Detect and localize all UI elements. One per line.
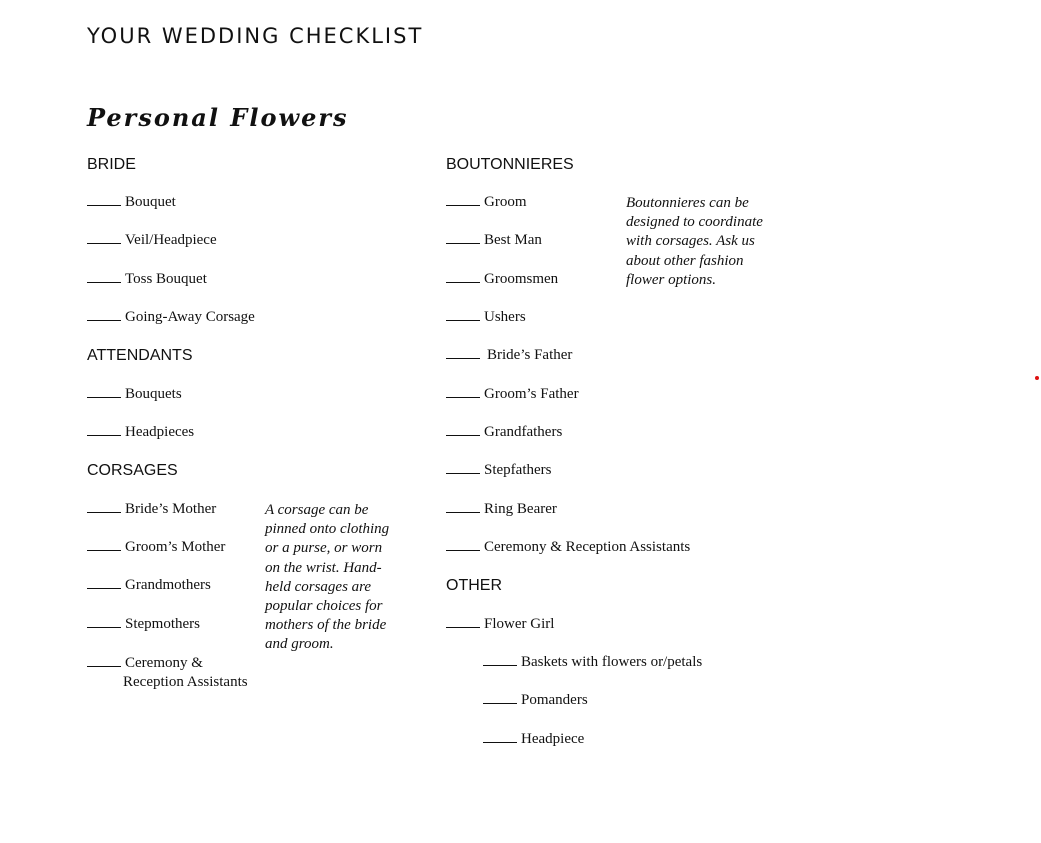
checklist-subitem-pomanders [483, 692, 588, 709]
document-title: YOUR WEDDING CHECKLIST [87, 24, 424, 48]
checkbox-blank[interactable] [87, 577, 121, 589]
personal-flowers-heading: Personal Flowers [87, 103, 349, 132]
checklist-item-brides-father [446, 347, 572, 364]
note-line: popular choices for [265, 598, 383, 615]
checkbox-blank[interactable] [483, 731, 517, 743]
checkbox-blank[interactable] [483, 692, 517, 704]
checkbox-blank[interactable] [87, 655, 121, 667]
checkbox-blank[interactable] [483, 654, 517, 666]
item-label: Groomsmen [484, 271, 559, 287]
checkbox-blank[interactable] [446, 424, 480, 436]
checklist-item-flower-girl [446, 616, 554, 633]
checkbox-blank[interactable] [87, 424, 121, 436]
checklist-subitem-headpiece [483, 731, 584, 748]
section-boutonnieres-label: BOUTONNIERES [446, 156, 574, 173]
note-line: and groom. [265, 636, 334, 653]
checklist-item-groomsmen [446, 271, 558, 288]
checklist-item-ushers [446, 309, 526, 326]
item-label: Toss Bouquet [125, 271, 207, 287]
checklist-item-best-man [446, 232, 542, 249]
note-line: about other fashion [626, 252, 744, 269]
checkbox-blank[interactable] [87, 386, 121, 398]
section-attendants-label: ATTENDANTS [87, 347, 193, 364]
item-label: Bride’s Father [487, 347, 573, 363]
checklist-item-brides-mother [87, 501, 216, 518]
checklist-item-toss-bouquet [87, 271, 207, 288]
stray-red-dot [1035, 376, 1039, 380]
checklist-item-stepmothers [87, 616, 200, 633]
checkbox-blank[interactable] [446, 386, 480, 398]
checkbox-blank[interactable] [446, 271, 480, 283]
checklist-item-grooms-father [446, 386, 579, 403]
item-label: Pomanders [521, 692, 588, 708]
note-line: mothers of the bride [265, 617, 387, 634]
item-label: Headpieces [125, 424, 195, 440]
note-line: Boutonnieres can be [626, 195, 749, 211]
item-label: Stepmothers [125, 616, 200, 632]
item-label: Bouquet [125, 194, 176, 210]
checkbox-blank[interactable] [446, 501, 480, 513]
note-line: flower options. [626, 271, 717, 288]
item-label: Flower Girl [484, 616, 555, 632]
checklist-subitem-baskets [483, 654, 702, 671]
checklist-item-grooms-mother [87, 539, 225, 556]
item-label-line-1: Ceremony & [125, 655, 203, 671]
note-line: A corsage can be [265, 502, 369, 518]
item-label: Groom’s Mother [125, 539, 226, 555]
checklist-item-stepfathers [446, 462, 551, 479]
section-bride-label: BRIDE [87, 156, 136, 173]
corsage-note [265, 501, 389, 655]
checkbox-blank[interactable] [446, 309, 480, 321]
checkbox-blank[interactable] [446, 616, 480, 628]
item-label: Ring Bearer [484, 501, 557, 517]
item-label: Bouquets [125, 386, 182, 402]
note-line: on the wrist. Hand- [265, 559, 382, 576]
checkbox-blank[interactable] [446, 539, 480, 551]
checkbox-blank[interactable] [446, 347, 480, 359]
item-label: Headpiece [521, 731, 585, 747]
checkbox-blank[interactable] [87, 271, 121, 283]
note-line: held corsages are [265, 578, 372, 595]
item-label: Groom [484, 194, 527, 210]
item-label-line-2: Reception Assistants [123, 674, 248, 690]
item-label: Ceremony & Reception Assistants [484, 539, 691, 555]
boutonniere-note [626, 194, 763, 290]
checklist-item-bouquets [87, 386, 182, 403]
checkbox-blank[interactable] [446, 232, 480, 244]
item-label: Ushers [484, 309, 526, 325]
item-label: Veil/Headpiece [125, 232, 217, 248]
item-label: Stepfathers [484, 462, 552, 478]
checkbox-blank[interactable] [87, 501, 121, 513]
note-line: or a purse, or worn [265, 540, 383, 557]
checkbox-blank[interactable] [87, 616, 121, 628]
checklist-item-going-away-corsage [87, 309, 255, 326]
checklist-item-grandfathers [446, 424, 562, 441]
section-other-label: OTHER [446, 577, 502, 594]
checklist-item-bouquet [87, 194, 176, 211]
item-label: Baskets with flowers or/petals [521, 654, 703, 670]
item-label: Groom’s Father [484, 386, 579, 402]
checkbox-blank[interactable] [87, 539, 121, 551]
item-label: Best Man [484, 232, 542, 248]
checkbox-blank[interactable] [87, 232, 121, 244]
checklist-item-grandmothers [87, 577, 211, 594]
checklist-item-headpieces [87, 424, 194, 441]
item-label: Grandfathers [484, 424, 563, 440]
item-label: Bride’s Mother [125, 501, 217, 517]
note-line: designed to coordinate [626, 214, 763, 231]
item-label: Going-Away Corsage [125, 309, 255, 325]
checklist-item-veil-headpiece [87, 232, 217, 249]
checklist-item-ring-bearer [446, 501, 557, 518]
checklist-item-groom [446, 194, 527, 211]
checklist-item-ceremony-reception-assistants-corsage [87, 654, 248, 692]
item-label: Grandmothers [125, 577, 211, 593]
checkbox-blank[interactable] [87, 309, 121, 321]
note-line: pinned onto clothing [265, 521, 390, 538]
note-line: with corsages. Ask us [626, 233, 755, 250]
checkbox-blank[interactable] [87, 194, 121, 206]
checklist-item-ceremony-reception-assistants [446, 539, 690, 556]
section-corsages-label: CORSAGES [87, 462, 178, 479]
checkbox-blank[interactable] [446, 462, 480, 474]
checkbox-blank[interactable] [446, 194, 480, 206]
